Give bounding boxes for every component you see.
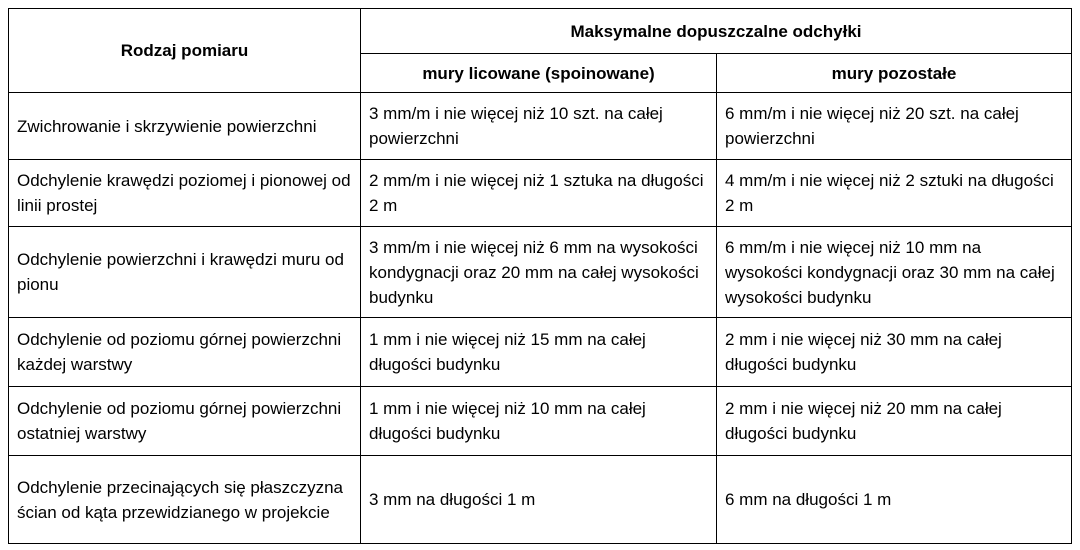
header-faced-walls: mury licowane (spoinowane) xyxy=(361,54,717,93)
other-walls-cell: 4 mm/m i nie więcej niż 2 sztuki na długości 2 m xyxy=(717,160,1072,227)
header-row xyxy=(9,9,1072,54)
measurement-cell: Odchylenie przecinających się płaszczyzna ścian od kąta przewidzianego w projekcie xyxy=(9,456,361,544)
table-row xyxy=(9,318,1072,387)
faced-walls-cell: 1 mm i nie więcej niż 10 mm na całej długości budynku xyxy=(361,387,717,456)
table-row xyxy=(9,456,1072,544)
faced-walls-cell: 3 mm/m i nie więcej niż 6 mm na wysokości kondygnacji oraz 20 mm na całej wysokości budynku xyxy=(361,227,717,318)
faced-walls-cell: 3 mm na długości 1 m xyxy=(361,456,717,544)
other-walls-cell: 6 mm na długości 1 m xyxy=(717,456,1072,544)
measurement-cell: Zwichrowanie i skrzywienie powierzchni xyxy=(9,93,361,160)
tolerance-table xyxy=(8,8,1072,544)
other-walls-cell: 2 mm i nie więcej niż 30 mm na całej długości budynku xyxy=(717,318,1072,387)
table-row xyxy=(9,227,1072,318)
measurement-cell: Odchylenie krawędzi poziomej i pionowej od linii prostej xyxy=(9,160,361,227)
faced-walls-cell: 1 mm i nie więcej niż 15 mm na całej długości budynku xyxy=(361,318,717,387)
measurement-cell: Odchylenie od poziomu górnej powierzchni ostatniej warstwy xyxy=(9,387,361,456)
other-walls-cell: 6 mm/m i nie więcej niż 20 szt. na całej powierzchni xyxy=(717,93,1072,160)
header-measurement-type: Rodzaj pomiaru xyxy=(9,9,361,93)
other-walls-cell: 2 mm i nie więcej niż 20 mm na całej długości budynku xyxy=(717,387,1072,456)
measurement-cell: Odchylenie od poziomu górnej powierzchni każdej warstwy xyxy=(9,318,361,387)
measurement-cell: Odchylenie powierzchni i krawędzi muru od pionu xyxy=(9,227,361,318)
faced-walls-cell: 3 mm/m i nie więcej niż 10 szt. na całej powierzchni xyxy=(361,93,717,160)
header-max-deviations: Maksymalne dopuszczalne odchyłki xyxy=(361,9,1072,54)
table-row xyxy=(9,387,1072,456)
table-row xyxy=(9,160,1072,227)
other-walls-cell: 6 mm/m i nie więcej niż 10 mm na wysokości kondygnacji oraz 30 mm na całej wysokości budynku xyxy=(717,227,1072,318)
header-other-walls: mury pozostałe xyxy=(717,54,1072,93)
table-row xyxy=(9,93,1072,160)
faced-walls-cell: 2 mm/m i nie więcej niż 1 sztuka na długości 2 m xyxy=(361,160,717,227)
